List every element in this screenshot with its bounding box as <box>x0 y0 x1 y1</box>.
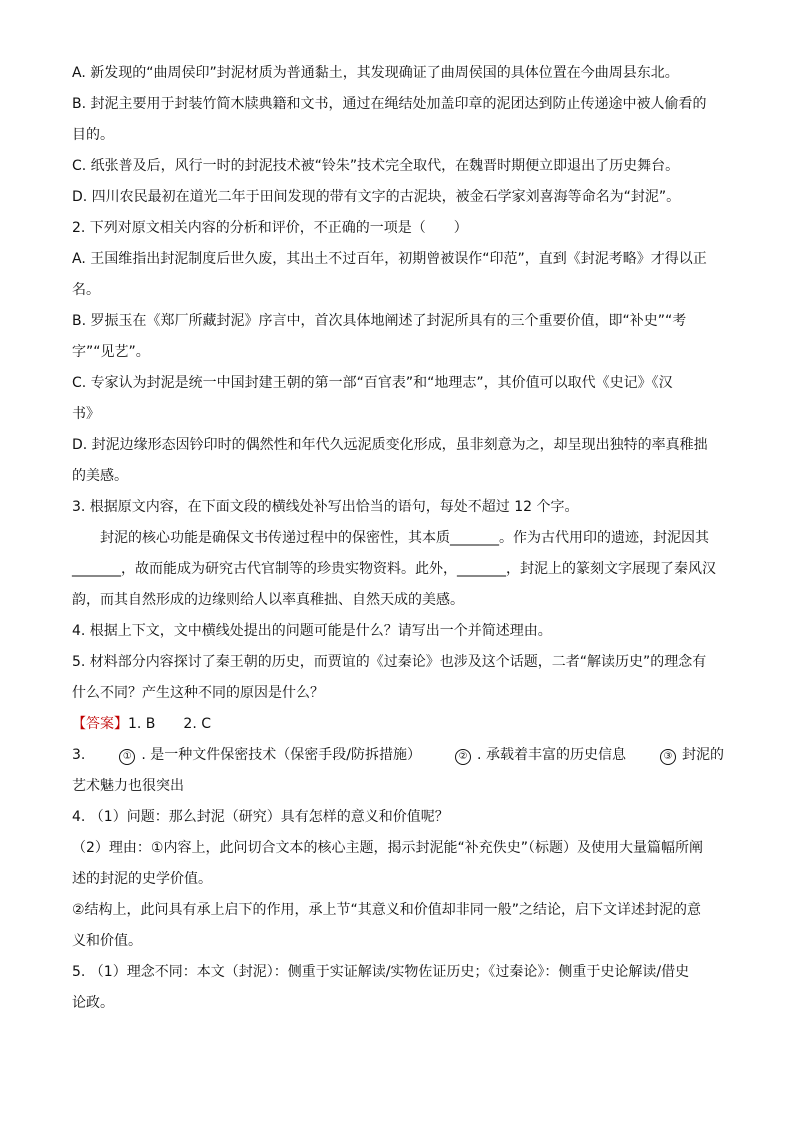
answer-3-number: 3. <box>72 747 86 763</box>
answer-1-2 <box>72 709 724 740</box>
answer-4-line4: ②结构上，此问具有承上启下的作用，承上节“其意义和价值却非同一般”之结论，启下文详述封泥的意 <box>72 902 702 918</box>
q1-option-a: A. 新发现的“曲周侯印”封泥材质为普通黏土，其发现确证了曲周侯国的具体位置在今曲周县东北。 <box>72 65 679 81</box>
answer-4-line2: （2）理由：①内容上，此问切合文本的核心主题，揭示封泥能“补充佚史”（标题）及使用大量篇幅所阐 <box>72 840 703 856</box>
answer-3-item1 <box>119 740 421 771</box>
answer-3-item3 <box>660 740 724 771</box>
answer-4-line1: 4. （1）问题：那么封泥（研究）具有怎样的意义和价值呢？ <box>72 809 449 825</box>
q4-stem: 4. 根据上下文，文中横线处提出的问题可能是什么？请写出一个并简述理由。 <box>72 623 552 639</box>
q5-stem-line1: 5. 材料部分内容探讨了秦王朝的历史，而贾谊的《过秦论》也涉及这个话题，二者“解读历史”的理念有 <box>72 654 707 670</box>
q3-passage-line1: 封泥的核心功能是确保文书传递过程中的保密性，其本质_______。作为古代用印的遗迹，封泥因其 <box>100 530 709 546</box>
q2-option-a-line2: 名。 <box>72 282 100 298</box>
answer-4-line5: 义和价值。 <box>72 933 142 949</box>
q2-stem: 2. 下列对原文相关内容的分析和评价，不正确的一项是（ ） <box>72 220 468 236</box>
answer-3-item1-text: . 是一种文件保密技术（保密手段/防拆措施） <box>141 747 422 763</box>
q5-stem-line2: 什么不同？产生这种不同的原因是什么？ <box>72 685 324 701</box>
answer-3-item2 <box>455 740 626 771</box>
answer-3-item2-text: . 承载着丰富的历史信息 <box>477 747 626 763</box>
answer-3-line1 <box>72 740 724 771</box>
q2-option-d-line1: D. 封泥边缘形态因钤印时的偶然性和年代久远泥质变化形成，虽非刻意为之，却呈现出独特的率真稚拙 <box>72 437 708 453</box>
answer-label: 【答案】 <box>72 716 128 732</box>
q3-stem: 3. 根据原文内容，在下面文段的横线处补写出恰当的语句，每处不超过 12 个字。 <box>72 499 579 515</box>
q2-option-c-line2: 书》 <box>72 406 100 422</box>
answer-1-2-text: 1. B 2. C <box>128 716 211 732</box>
q1-option-d: D. 四川农民最初在道光二年于田间发现的带有文字的古泥块，被金石学家刘喜海等命名为“封泥”。 <box>72 189 681 205</box>
q3-passage-line3: 韵，而其自然形成的边缘则给人以率真稚拙、自然天成的美感。 <box>72 592 464 608</box>
q2-option-b-line2: 字”“见艺”。 <box>72 344 150 360</box>
answer-3-line2: 艺术魅力也很突出 <box>72 778 184 794</box>
q2-option-a-line1: A. 王国维指出封泥制度后世久废，其出土不过百年，初期曾被误作“印范”，直到《封泥考略》才得以正 <box>72 251 707 267</box>
circled-1-icon: ① <box>119 749 135 765</box>
document-body <box>72 58 724 1019</box>
answer-4-line3: 述的封泥的史学价值。 <box>72 871 212 887</box>
q2-option-b-line1: B. 罗振玉在《郑厂所藏封泥》序言中，首次具体地阐述了封泥所具有的三个重要价值，即“补史”“考 <box>72 313 687 329</box>
answer-3-item3-text: 封泥的 <box>681 747 724 763</box>
answer-5-line1: 5. （1）理念不同：本文（封泥）：侧重于实证解读/实物佐证历史；《过秦论》：侧重于史论解读/借史 <box>72 964 690 980</box>
q2-option-d-line2: 的美感。 <box>72 468 128 484</box>
q1-option-c: C. 纸张普及后，风行一时的封泥技术被“铃朱”技术完全取代，在魏晋时期便立即退出了历史舞台。 <box>72 158 680 174</box>
q2-option-c-line1: C. 专家认为封泥是统一中国封建王朝的第一部“百官表”和“地理志”，其价值可以取代《史记》《汉 <box>72 375 673 391</box>
q1-option-b-line2: 目的。 <box>72 127 114 143</box>
circled-3-icon: ③ <box>660 749 676 765</box>
circled-2-icon: ② <box>455 749 471 765</box>
answer-5-line2: 论政。 <box>72 995 114 1011</box>
q3-passage-line2: _______，故而能成为研究古代官制等的珍贵实物资料。此外，_______，封泥上的篆刻文字展现了秦风汉 <box>72 561 716 577</box>
q1-option-b-line1: B. 封泥主要用于封装竹简木牍典籍和文书，通过在绳结处加盖印章的泥团达到防止传递途中被人偷看的 <box>72 96 707 112</box>
